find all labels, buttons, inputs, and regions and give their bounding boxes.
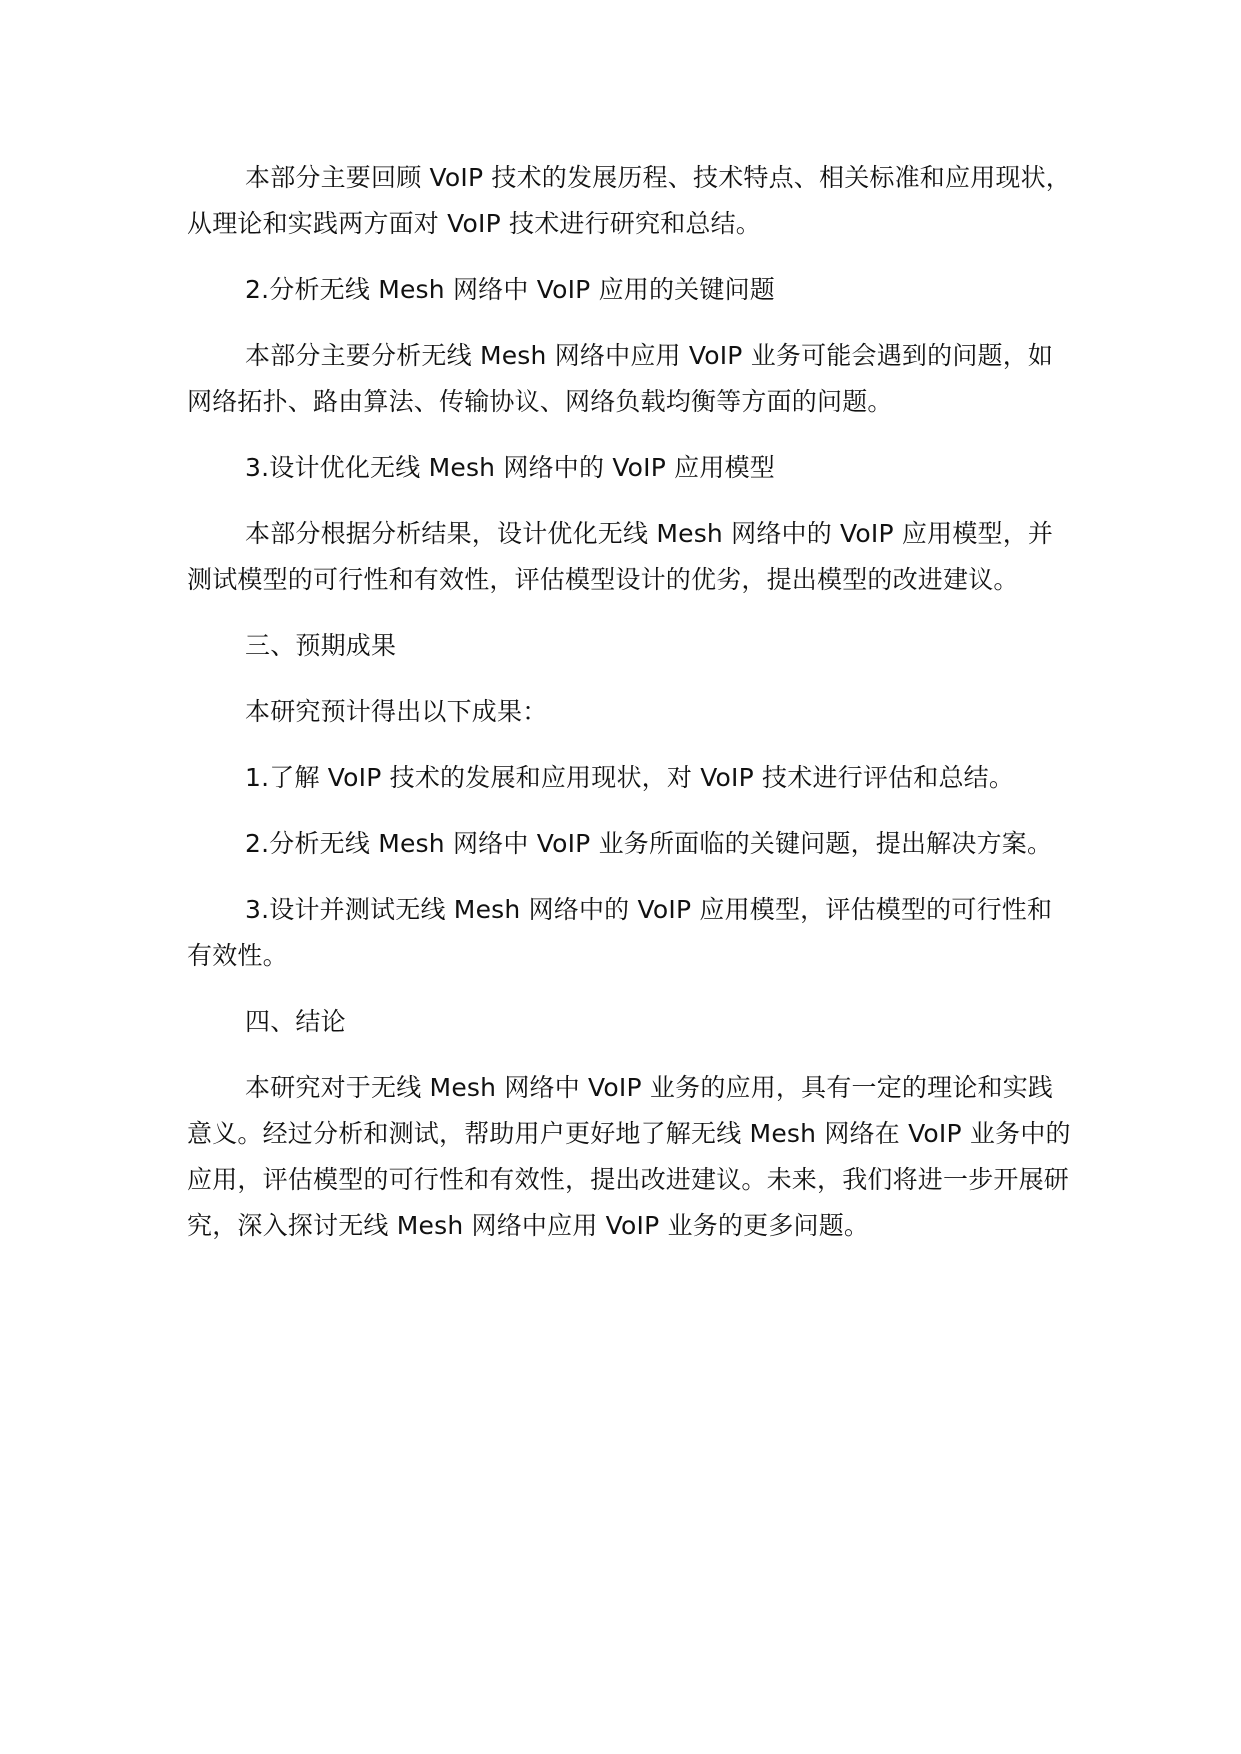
- document-body: [187, 155, 1077, 1269]
- result-item-3: 3.设计并测试无线 Mesh 网络中的 VoIP 应用模型，评估模型的可行性和有效性。: [187, 895, 1053, 970]
- section-heading-expected-results: 三、预期成果: [245, 631, 397, 660]
- paragraph-voip-review: 本部分主要回顾 VoIP 技术的发展历程、技术特点、相关标准和应用现状，从理论和实践两方面对 VoIP 技术进行研究和总结。: [187, 163, 1072, 238]
- paragraph-results-intro: 本研究预计得出以下成果：: [245, 697, 548, 726]
- section-heading-key-issues: 2.分析无线 Mesh 网络中 VoIP 应用的关键问题: [245, 275, 775, 304]
- section-heading-conclusion: 四、结论: [245, 1007, 346, 1036]
- paragraph-conclusion: 本研究对于无线 Mesh 网络中 VoIP 业务的应用，具有一定的理论和实践意义。经过分析和测试，帮助用户更好地了解无线 Mesh 网络在 VoIP 业务中的应用，评估模型的可行性和有效性，提出改进建议。未来，我们将进一步开展研究，深入探讨无线 Mesh 网络中应用 VoIP 业务的更多问题。: [187, 1073, 1071, 1240]
- paragraph-key-issues: 本部分主要分析无线 Mesh 网络中应用 VoIP 业务可能会遇到的问题，如网络拓扑、路由算法、传输协议、网络负载均衡等方面的问题。: [187, 341, 1054, 416]
- section-heading-model-design: 3.设计优化无线 Mesh 网络中的 VoIP 应用模型: [245, 453, 775, 482]
- result-item-1: 1.了解 VoIP 技术的发展和应用现状，对 VoIP 技术进行评估和总结。: [245, 763, 1015, 792]
- paragraph-model-design: 本部分根据分析结果，设计优化无线 Mesh 网络中的 VoIP 应用模型，并测试模型的可行性和有效性，评估模型设计的优劣，提出模型的改进建议。: [187, 519, 1054, 594]
- result-item-2: 2.分析无线 Mesh 网络中 VoIP 业务所面临的关键问题，提出解决方案。: [245, 829, 1053, 858]
